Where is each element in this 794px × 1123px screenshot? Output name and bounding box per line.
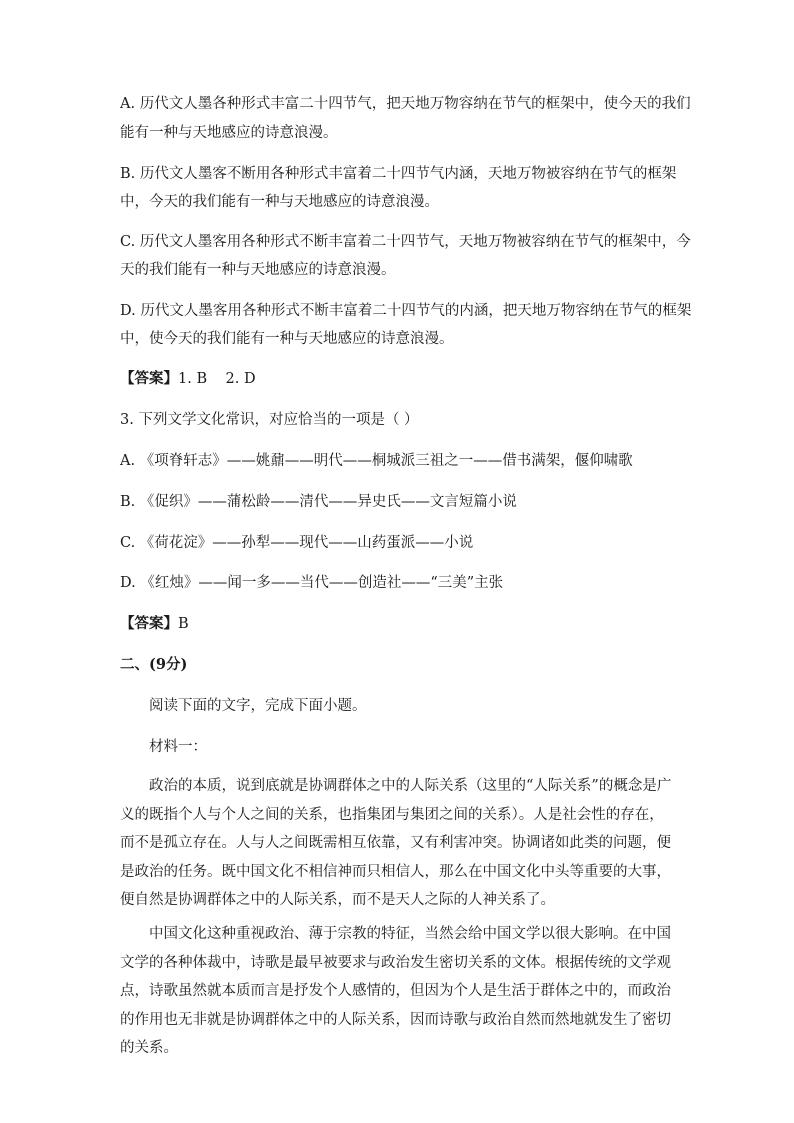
option-b-line-1: B. 历代文人墨客不断用各种形式丰富着二十四节气内涵，天地万物被容纳在节气的框架 bbox=[120, 166, 677, 182]
section-heading: 二、(9分) bbox=[120, 656, 188, 673]
reading-instruction: 阅读下面的文字，完成下面小题。 bbox=[149, 698, 367, 714]
material-label: 材料一： bbox=[149, 739, 207, 755]
material-paragraph: 中国文化这种重视政治、薄于宗教的特征，当然会给中国文学以很大影响。在中国文学的各种体裁中，诗歌是最早被要求与政治发生密切关系的文体。根据传统的文学观点，诗歌虽然就本质而言是抒发个人感情的，但因为个人是生活于群体之中的，而政治的作用也无非就是协调群体之中的人际关系，因而诗歌与政治自然而然地就发生了密切的关系。 bbox=[120, 926, 671, 1056]
option-b-line-2: 中，今天的我们能有一种与天地感应的诗意浪漫。 bbox=[120, 194, 439, 210]
option-d-line-1: D. 历代文人墨客用各种形式不断丰富着二十四节气的内涵，把天地万物容纳在节气的框架 bbox=[120, 303, 692, 319]
question-3-option-d: D. 《红烛》——闻一多——当代——创造社——“三美”主张 bbox=[120, 575, 504, 591]
answer-label: 【答案】 bbox=[120, 370, 178, 387]
question-3-stem: 3. 下列文学文化常识，对应恰当的一项是（ ） bbox=[120, 412, 419, 428]
answer-label: 【答案】 bbox=[120, 615, 178, 632]
material-paragraph: 政治的本质，说到底就是协调群体之中的人际关系（这里的“人际关系”的概念是广义的既指个人与个人之间的关系，也指集团与集团之间的关系）。人是社会性的存在，而不是孤立存在。人与人之间既需相互依靠，又有利害冲突。协调诸如此类的问题，便是政治的任务。既中国文化不相信神而只相信人，那么在中国文化中头等重要的大事，便自然是协调群体之中的人际关系，而不是天人之际的人神关系了。 bbox=[120, 778, 672, 908]
option-a-line-2: 能有一种与天地感应的诗意浪漫。 bbox=[120, 125, 338, 141]
question-3-option-a: A. 《项脊轩志》——姚鼐——明代——桐城派三祖之一——借书满架，偃仰啸歌 bbox=[120, 453, 633, 469]
answer-value: 1. B 2. D bbox=[178, 371, 256, 387]
answer-3 bbox=[120, 615, 680, 633]
answer-value: B bbox=[178, 616, 189, 632]
option-a-line-1: A. 历代文人墨各种形式丰富二十四节气，把天地万物容纳在节气的框架中，使今天的我们 bbox=[120, 96, 691, 112]
question-3-option-c: C. 《荷花淀》——孙犁——现代——山药蛋派——小说 bbox=[120, 535, 474, 551]
option-c-line-2: 天的我们能有一种与天地感应的诗意浪漫。 bbox=[120, 262, 396, 278]
option-d-line-2: 中，使今天的我们能有一种与天地感应的诗意浪漫。 bbox=[120, 331, 454, 347]
answer-1 bbox=[120, 370, 680, 388]
question-3-option-b: B. 《促织》——蒲松龄——清代——异史氏——文言短篇小说 bbox=[120, 494, 517, 510]
option-c-line-1: C. 历代文人墨客用各种形式不断丰富着二十四节气，天地万物被容纳在节气的框架中，今 bbox=[120, 234, 691, 250]
